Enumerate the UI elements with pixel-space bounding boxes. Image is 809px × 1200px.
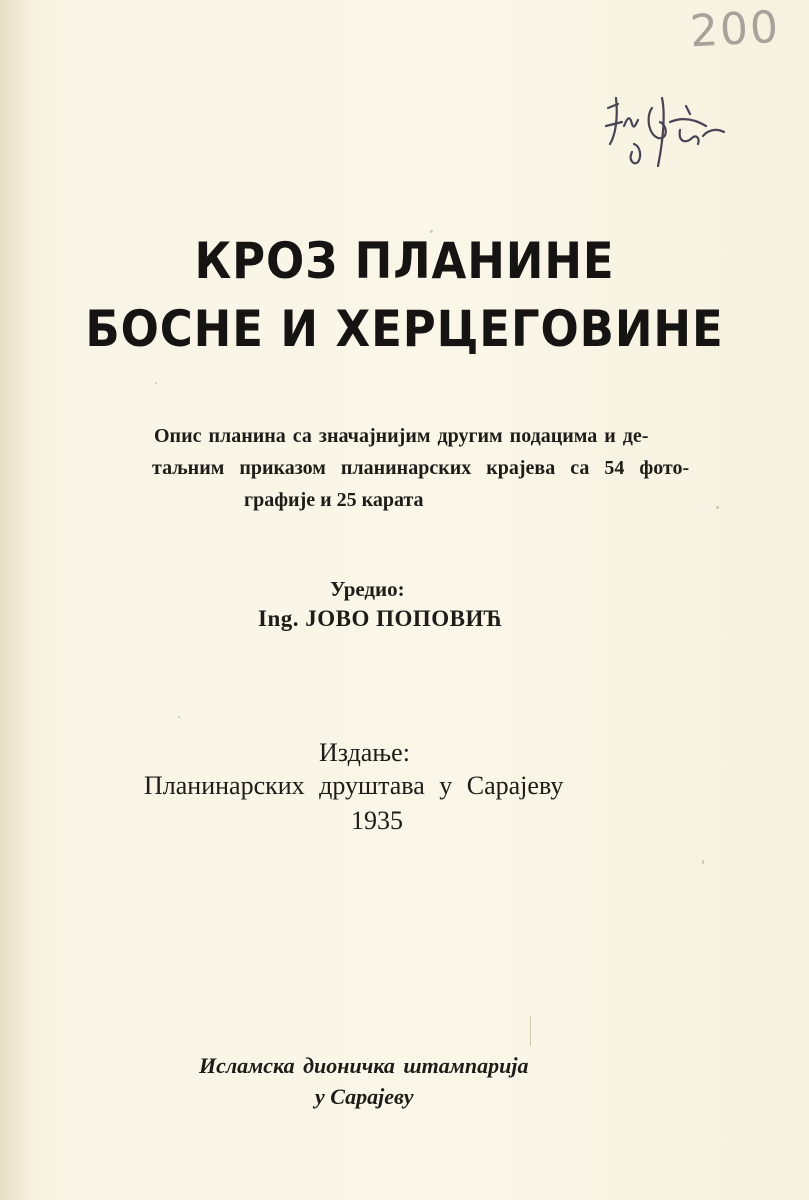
editor-name: Ing. ЈОВО ПОПОВИЋ [258,606,503,631]
publication-year: 1935 [351,806,403,835]
handwritten-signature [588,86,738,186]
paper-speck [178,716,180,718]
paper-speck [702,860,704,864]
editor-label: Уредио: [330,577,405,601]
publisher-name: Планинарских друштава у Сарајеву [144,771,564,800]
description-line-2: таљним приказом планинарских крајева са 54 фото- [152,457,690,479]
book-title-line-2: БОСНЕ И ХЕРЦЕГОВИНЕ [85,300,724,358]
page-edge-shadow [0,0,30,1200]
description-line-1: Опис планина са значајнијим другим подацима и де- [154,425,649,447]
publisher-label: Издање: [319,738,410,767]
paper-speck [530,1016,531,1046]
book-title-line-1: КРОЗ ПЛАНИНЕ [194,232,615,290]
pencil-mark: 200 [688,1,782,58]
printer-name: Исламска дионичка штампарија [199,1053,529,1078]
printer-location: у Сарајеву [315,1084,414,1109]
paper-speck [155,382,157,384]
description-line-3: графије и 25 карата [244,489,424,511]
